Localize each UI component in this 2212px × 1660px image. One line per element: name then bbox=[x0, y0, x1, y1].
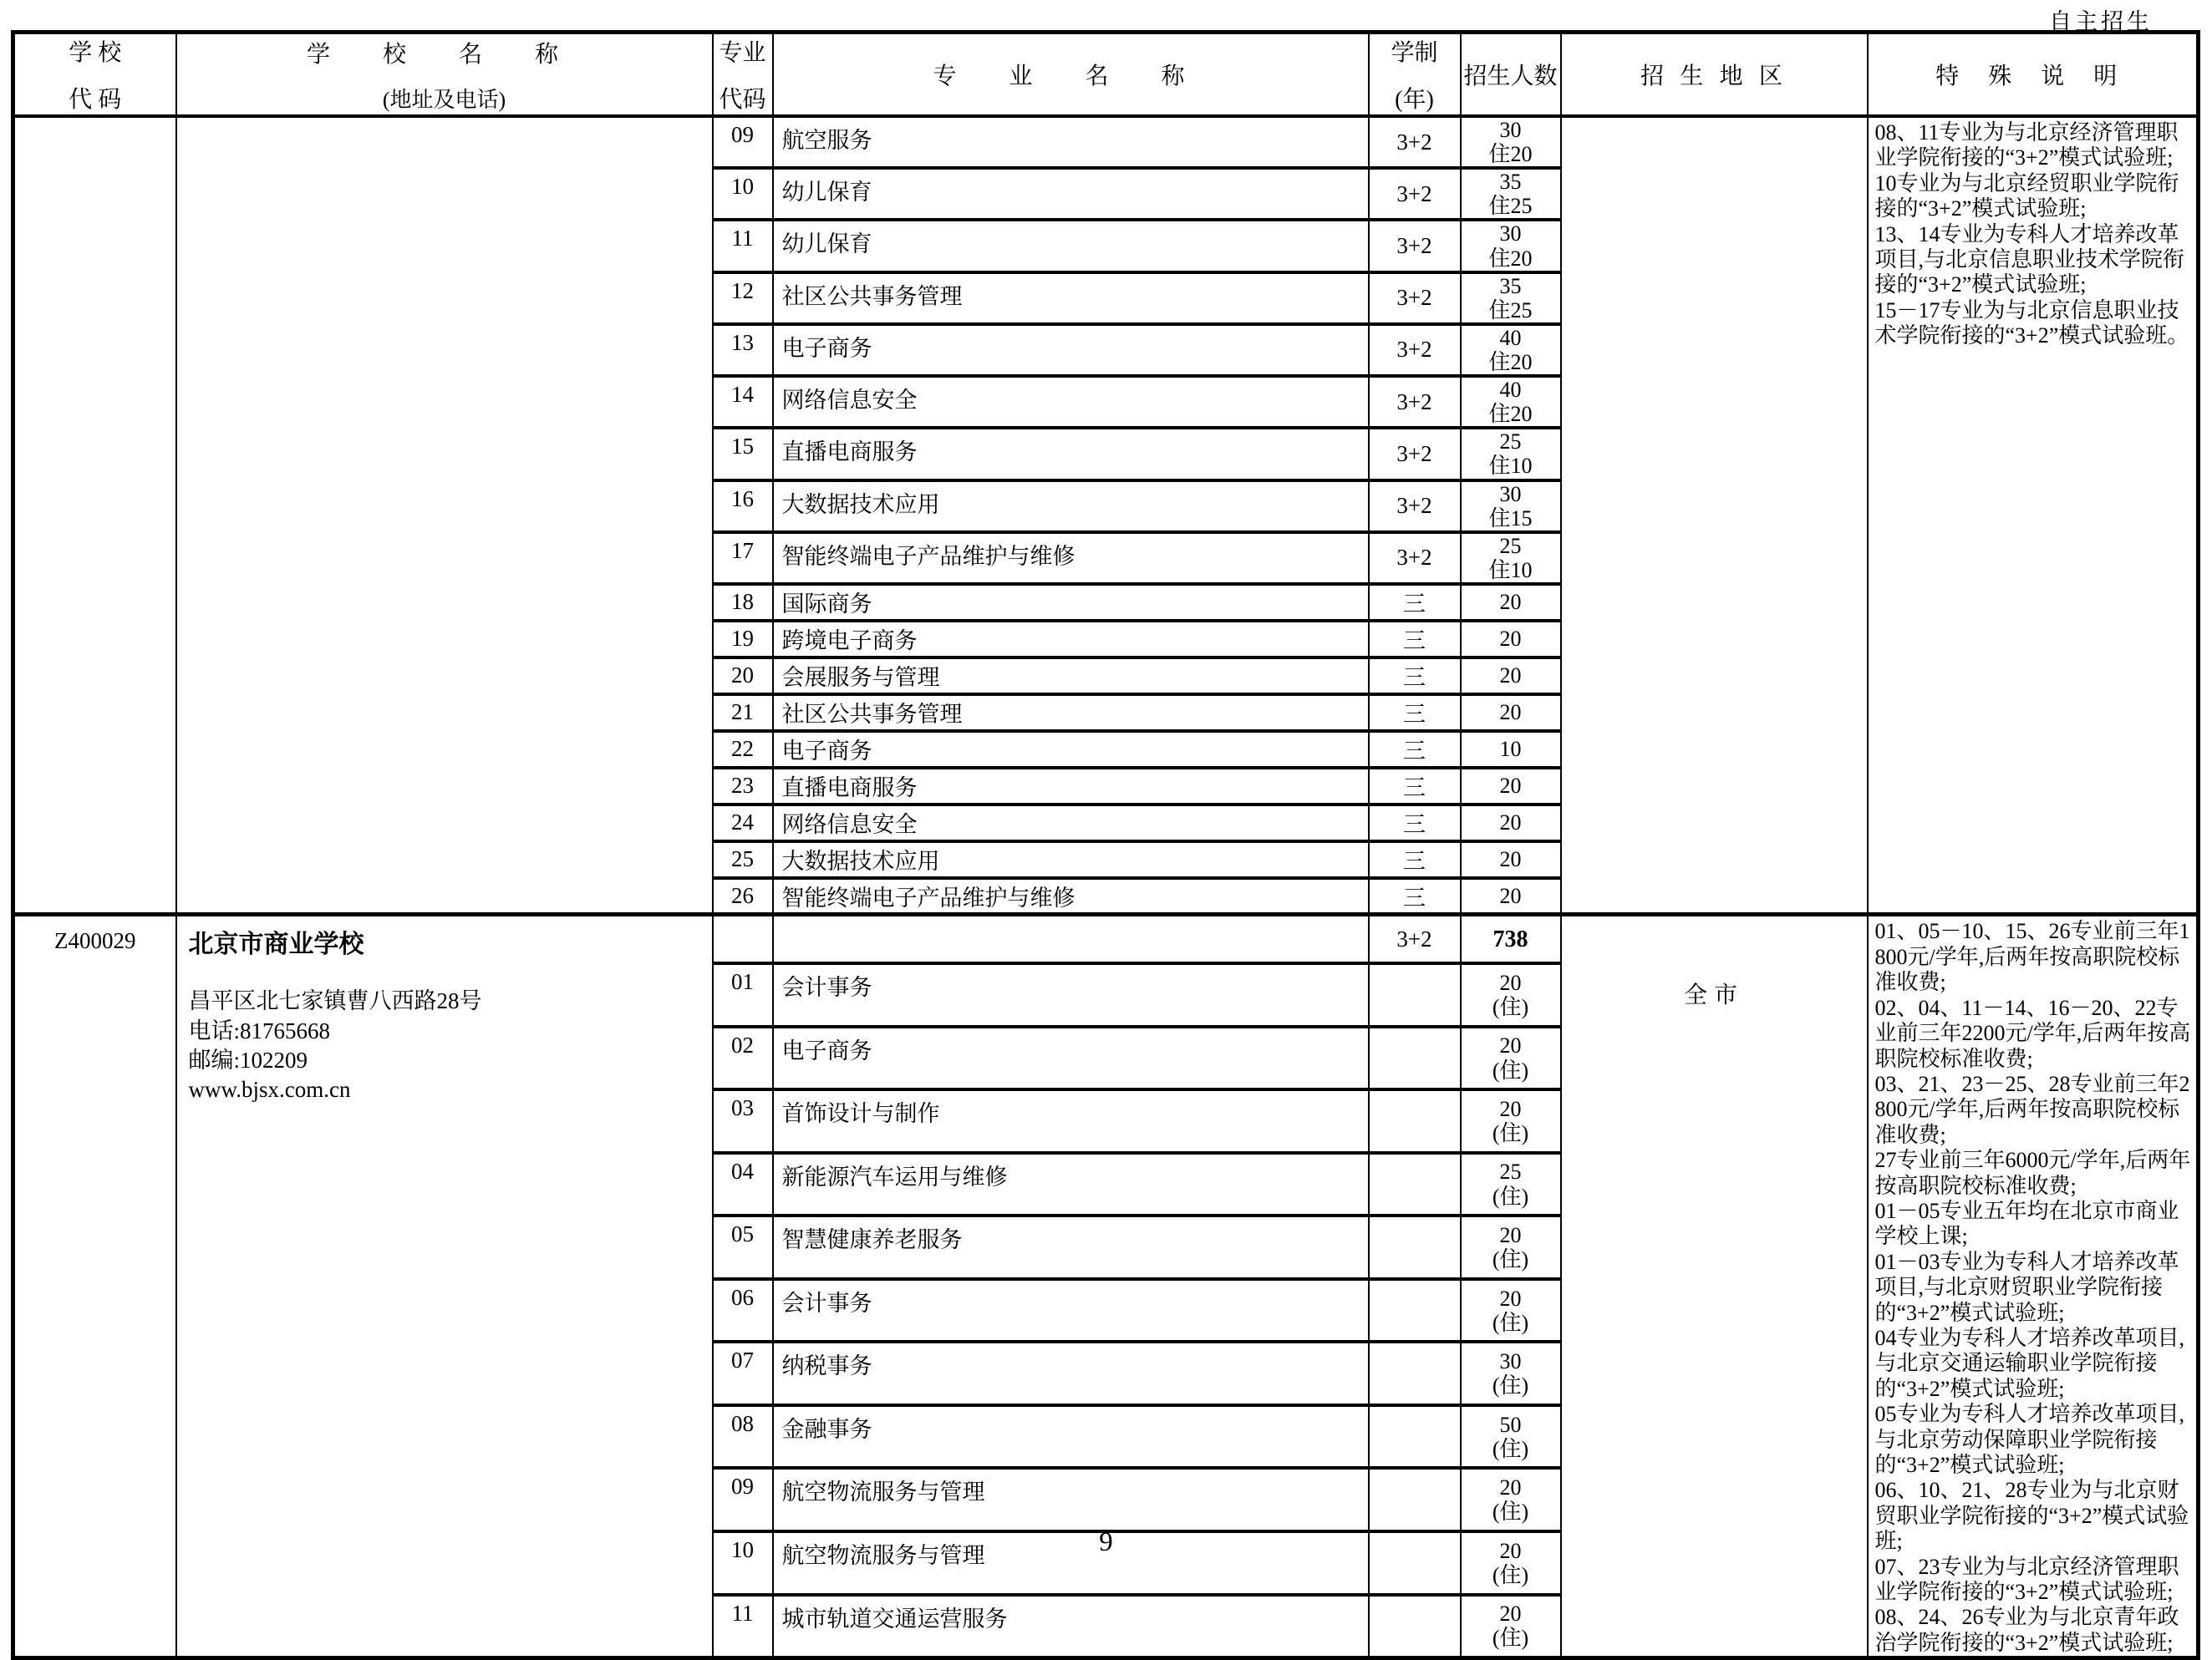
enrollment-cell bbox=[1461, 731, 1561, 768]
study-years-cell: 3+2 bbox=[1369, 376, 1461, 428]
enrollment-cell bbox=[1461, 428, 1561, 480]
major-code-cell: 13 bbox=[713, 324, 773, 376]
header-school-name bbox=[176, 33, 713, 117]
enrollment-count: 25 bbox=[1499, 533, 1522, 558]
enrollment-cell bbox=[1461, 694, 1561, 731]
enrollment-count: 30 bbox=[1499, 481, 1522, 506]
header-study-years-line2: (年) bbox=[1395, 87, 1434, 113]
major-code-cell: 22 bbox=[713, 731, 773, 768]
major-name-cell: 幼儿保育 bbox=[773, 220, 1369, 272]
major-name-cell: 航空服务 bbox=[773, 116, 1369, 168]
header-school-code-line2: 代 码 bbox=[69, 87, 122, 113]
enrollment-cell bbox=[1461, 376, 1561, 428]
study-years-cell bbox=[1369, 963, 1461, 1027]
study-years-cell: 三 bbox=[1369, 731, 1461, 768]
enrollment-count: 30 bbox=[1499, 221, 1522, 246]
enrollment-cell bbox=[1461, 621, 1561, 657]
study-years-cell: 3+2 bbox=[1369, 168, 1461, 220]
study-years-cell bbox=[1369, 1595, 1461, 1658]
enrollment-count: 30 bbox=[1499, 118, 1522, 142]
major-code-cell: 10 bbox=[713, 1531, 773, 1595]
header-major-code-line2: 代码 bbox=[719, 87, 766, 113]
enrollment-boarding: (住) bbox=[1492, 1310, 1529, 1335]
study-years-cell: 三 bbox=[1369, 694, 1461, 731]
enrollment-count: 40 bbox=[1499, 378, 1522, 403]
study-years-cell: 3+2 bbox=[1369, 220, 1461, 272]
note-line: 01－03专业为专科人才培养改革项目,与北京财贸职业学院衔接的“3+2”模式试验班; bbox=[1874, 1249, 2179, 1325]
enrollment-boarding: 住20 bbox=[1488, 142, 1533, 167]
note-line: 02、04、11－14、16－20、22专业前三年2200元/学年,后两年按高职院校标准收费; bbox=[1874, 995, 2191, 1071]
enrollment-count: 20 bbox=[1499, 663, 1522, 688]
enrollment-count: 20 bbox=[1499, 1096, 1522, 1121]
enrollment-cell bbox=[1461, 584, 1561, 621]
major-name-cell: 航空物流服务与管理 bbox=[773, 1468, 1369, 1531]
enrollment-count: 35 bbox=[1499, 273, 1522, 298]
major-name-cell: 国际商务 bbox=[773, 584, 1369, 621]
major-name-cell: 智能终端电子产品维护与维修 bbox=[773, 532, 1369, 584]
enrollment-boarding: (住) bbox=[1492, 1373, 1529, 1399]
study-years-cell bbox=[1369, 1089, 1461, 1153]
major-code-cell: 02 bbox=[713, 1027, 773, 1090]
study-years-cell bbox=[1369, 1216, 1461, 1279]
enrollment-cell bbox=[1461, 657, 1561, 694]
enrollment-count: 40 bbox=[1499, 325, 1522, 350]
notes-cell bbox=[1868, 116, 2199, 915]
major-code-cell bbox=[713, 915, 773, 963]
header-school-name-line2: (地址及电话) bbox=[382, 87, 506, 112]
study-years-cell bbox=[1369, 1468, 1461, 1531]
major-name-cell: 直播电商服务 bbox=[773, 768, 1369, 805]
note-line: 03、21、23－25、28专业前三年2800元/学年,后两年按高职院校标准收费; bbox=[1874, 1071, 2190, 1147]
major-code-cell: 03 bbox=[713, 1089, 773, 1153]
enrollment-count: 20 bbox=[1499, 1033, 1522, 1058]
note-line: 13、14专业为专科人才培养改革项目,与北京信息职业技术学院衔接的“3+2”模式试验班; bbox=[1874, 221, 2185, 297]
header-enrollment-line1: 招生人数 bbox=[1463, 63, 1558, 89]
enrollment-cell bbox=[1461, 220, 1561, 272]
enrollment-count: 50 bbox=[1499, 1412, 1522, 1437]
major-code-cell: 16 bbox=[713, 480, 773, 532]
header-study-years bbox=[1369, 33, 1461, 117]
table-body bbox=[13, 116, 2199, 1658]
major-code-cell: 21 bbox=[713, 694, 773, 731]
enrollment-cell bbox=[1461, 532, 1561, 584]
enrollment-cell bbox=[1461, 480, 1561, 532]
enrollment-cell bbox=[1461, 805, 1561, 841]
major-name-cell: 会计事务 bbox=[773, 1279, 1369, 1343]
enrollment-cell bbox=[1461, 1279, 1561, 1343]
page-number: 9 bbox=[1099, 1527, 1113, 1557]
enrollment-boarding: (住) bbox=[1492, 1436, 1529, 1461]
enrollment-boarding: 住25 bbox=[1488, 297, 1533, 322]
admissions-table bbox=[11, 30, 2200, 1660]
study-years-cell: 3+2 bbox=[1369, 324, 1461, 376]
major-name-cell: 城市轨道交通运营服务 bbox=[773, 1595, 1369, 1658]
study-years-cell: 3+2 bbox=[1369, 480, 1461, 532]
major-name-cell: 会计事务 bbox=[773, 963, 1369, 1027]
study-years-cell: 3+2 bbox=[1369, 428, 1461, 480]
enrollment-boarding: 住20 bbox=[1488, 402, 1533, 427]
enrollment-count: 25 bbox=[1499, 429, 1522, 454]
major-code-cell: 12 bbox=[713, 272, 773, 324]
note-line: 08、11专业为与北京经济管理职业学院衔接的“3+2”模式试验班; bbox=[1874, 120, 2179, 170]
enrollment-cell bbox=[1461, 1595, 1561, 1658]
table-header bbox=[13, 33, 2199, 117]
enrollment-boarding: (住) bbox=[1492, 995, 1529, 1019]
enrollment-count: 20 bbox=[1499, 1475, 1522, 1500]
study-years-cell: 三 bbox=[1369, 621, 1461, 657]
enrollment-count: 20 bbox=[1499, 700, 1522, 725]
major-code-cell: 10 bbox=[713, 168, 773, 220]
major-code-cell: 09 bbox=[713, 116, 773, 168]
header-major-code bbox=[713, 33, 773, 117]
enrollment-cell bbox=[1461, 1216, 1561, 1279]
major-code-cell: 11 bbox=[713, 220, 773, 272]
enrollment-count: 20 bbox=[1499, 590, 1522, 615]
major-code-cell: 17 bbox=[713, 532, 773, 584]
major-name-cell: 大数据技术应用 bbox=[773, 841, 1369, 878]
school-name: 北京市商业学校 bbox=[188, 931, 364, 959]
school-website: www.bjsx.com.cn bbox=[188, 1076, 351, 1102]
header-school-name-line1: 学 校 名 称 bbox=[306, 41, 582, 68]
table-row bbox=[13, 116, 2199, 168]
school-postal: 邮编:102209 bbox=[188, 1047, 308, 1073]
major-code-cell: 04 bbox=[713, 1153, 773, 1216]
enrollment-boarding: (住) bbox=[1492, 1562, 1529, 1587]
study-years-cell: 3+2 bbox=[1369, 116, 1461, 168]
enrollment-cell bbox=[1461, 1468, 1561, 1531]
major-name-cell: 航空物流服务与管理 bbox=[773, 1531, 1369, 1595]
major-name-cell bbox=[773, 915, 1369, 963]
school-address: 昌平区北七家镇曹八西路28号 bbox=[188, 988, 482, 1014]
major-code-cell: 14 bbox=[713, 376, 773, 428]
school-phone: 电话:81765668 bbox=[188, 1018, 331, 1043]
study-years-cell: 三 bbox=[1369, 878, 1461, 915]
study-years-cell bbox=[1369, 1405, 1461, 1469]
school-code-cell: Z400029 bbox=[13, 915, 176, 1658]
major-code-cell: 26 bbox=[713, 878, 773, 915]
table-row bbox=[13, 915, 2199, 963]
major-name-cell: 大数据技术应用 bbox=[773, 480, 1369, 532]
header-region bbox=[1561, 33, 1868, 117]
study-years-cell: 三 bbox=[1369, 584, 1461, 621]
region-cell bbox=[1561, 116, 1868, 915]
header-region-line1: 招 生 地 区 bbox=[1640, 63, 1788, 89]
major-code-cell: 23 bbox=[713, 768, 773, 805]
note-line: 07、23专业为与北京经济管理职业学院衔接的“3+2”模式试验班; bbox=[1874, 1554, 2179, 1605]
major-code-cell: 19 bbox=[713, 621, 773, 657]
enrollment-count: 20 bbox=[1499, 847, 1522, 872]
major-code-cell: 05 bbox=[713, 1216, 773, 1279]
major-code-cell: 01 bbox=[713, 963, 773, 1027]
enrollment-count: 10 bbox=[1499, 737, 1522, 762]
major-name-cell: 社区公共事务管理 bbox=[773, 694, 1369, 731]
major-code-cell: 07 bbox=[713, 1342, 773, 1405]
header-study-years-line1: 学制 bbox=[1391, 40, 1438, 66]
major-code-cell: 20 bbox=[713, 657, 773, 694]
major-code-cell: 15 bbox=[713, 428, 773, 480]
header-major-name bbox=[773, 33, 1369, 117]
enrollment-cell bbox=[1461, 324, 1561, 376]
enrollment-count: 20 bbox=[1499, 1538, 1522, 1563]
enrollment-count: 20 bbox=[1499, 884, 1522, 909]
enrollment-boarding: (住) bbox=[1492, 1626, 1529, 1651]
major-code-cell: 08 bbox=[713, 1405, 773, 1469]
header-enrollment bbox=[1461, 33, 1561, 117]
enrollment-cell bbox=[1461, 963, 1561, 1027]
enrollment-count: 20 bbox=[1499, 1286, 1522, 1311]
major-name-cell: 电子商务 bbox=[773, 324, 1369, 376]
school-code-cell bbox=[13, 116, 176, 915]
major-name-cell: 纳税事务 bbox=[773, 1342, 1369, 1405]
study-years-cell: 三 bbox=[1369, 657, 1461, 694]
major-name-cell: 首饰设计与制作 bbox=[773, 1089, 1369, 1153]
header-school-code bbox=[13, 33, 176, 117]
enrollment-count: 20 bbox=[1499, 627, 1522, 652]
study-years-cell: 3+2 bbox=[1369, 915, 1461, 963]
enrollment-boarding: 住20 bbox=[1488, 246, 1533, 271]
major-name-cell: 电子商务 bbox=[773, 731, 1369, 768]
enrollment-boarding: 住25 bbox=[1488, 194, 1533, 219]
enrollment-count: 20 bbox=[1499, 774, 1522, 799]
study-years-cell bbox=[1369, 1279, 1461, 1343]
major-name-cell: 新能源汽车运用与维修 bbox=[773, 1153, 1369, 1216]
enrollment-boarding: 住20 bbox=[1488, 349, 1533, 374]
enrollment-boarding: (住) bbox=[1492, 1121, 1529, 1146]
study-years-cell bbox=[1369, 1027, 1461, 1090]
study-years-cell: 三 bbox=[1369, 805, 1461, 841]
enrollment-cell bbox=[1461, 1089, 1561, 1153]
enrollment-cell bbox=[1461, 841, 1561, 878]
enrollment-cell bbox=[1461, 272, 1561, 324]
school-info-cell bbox=[176, 116, 713, 915]
major-name-cell: 金融事务 bbox=[773, 1405, 1369, 1469]
header-notes bbox=[1868, 33, 2199, 117]
header-major-name-line1: 专 业 名 称 bbox=[933, 63, 1208, 89]
enrollment-count: 738 bbox=[1492, 926, 1528, 952]
note-line: 06、10、21、28专业为与北京财贸职业学院衔接的“3+2”模式试验班; bbox=[1874, 1478, 2189, 1554]
header-major-code-line1: 专业 bbox=[719, 40, 766, 66]
enrollment-cell bbox=[1461, 1405, 1561, 1469]
major-name-cell: 智慧健康养老服务 bbox=[773, 1216, 1369, 1279]
major-name-cell: 社区公共事务管理 bbox=[773, 272, 1369, 324]
major-name-cell: 跨境电子商务 bbox=[773, 621, 1369, 657]
enrollment-cell bbox=[1461, 1153, 1561, 1216]
enrollment-boarding: 住15 bbox=[1488, 505, 1533, 530]
enrollment-cell bbox=[1461, 915, 1561, 963]
enrollment-boarding: 住10 bbox=[1488, 557, 1533, 582]
enrollment-count: 35 bbox=[1499, 170, 1522, 195]
study-years-cell: 三 bbox=[1369, 841, 1461, 878]
header-notes-line1: 特 殊 说 明 bbox=[1935, 63, 2129, 89]
enrollment-count: 20 bbox=[1499, 1602, 1522, 1627]
region-cell: 全市 bbox=[1561, 915, 1868, 1658]
major-code-cell: 24 bbox=[713, 805, 773, 841]
enrollment-cell bbox=[1461, 168, 1561, 220]
enrollment-count: 20 bbox=[1499, 1223, 1522, 1248]
enrollment-cell bbox=[1461, 1342, 1561, 1405]
enrollment-count: 25 bbox=[1499, 1160, 1522, 1185]
note-line: 10专业为与北京经贸职业学院衔接的“3+2”模式试验班; bbox=[1874, 170, 2179, 221]
major-name-cell: 网络信息安全 bbox=[773, 805, 1369, 841]
study-years-cell: 3+2 bbox=[1369, 532, 1461, 584]
header-row bbox=[13, 33, 2199, 117]
major-name-cell: 幼儿保育 bbox=[773, 168, 1369, 220]
major-code-cell: 18 bbox=[713, 584, 773, 621]
enrollment-cell bbox=[1461, 116, 1561, 168]
note-line: 05专业为专科人才培养改革项目,与北京劳动保障职业学院衔接的“3+2”模式试验班; bbox=[1874, 1402, 2185, 1477]
note-line: 04专业为专科人才培养改革项目,与北京交通运输职业学院衔接的“3+2”模式试验班; bbox=[1874, 1325, 2185, 1401]
study-years-cell: 三 bbox=[1369, 768, 1461, 805]
note-line: 01、05－10、15、26专业前三年1800元/学年,后两年按高职院校标准收费; bbox=[1874, 919, 2190, 995]
enrollment-count: 30 bbox=[1499, 1349, 1522, 1374]
major-name-cell: 电子商务 bbox=[773, 1027, 1369, 1090]
enrollment-boarding: (住) bbox=[1492, 1247, 1529, 1272]
note-line: 01－05专业五年均在北京市商业学校上课; bbox=[1874, 1198, 2179, 1249]
major-name-cell: 网络信息安全 bbox=[773, 376, 1369, 428]
note-line: 15－17专业为与北京信息职业技术学院衔接的“3+2”模式试验班。 bbox=[1874, 297, 2189, 348]
major-code-cell: 09 bbox=[713, 1468, 773, 1531]
enrollment-cell bbox=[1461, 768, 1561, 805]
enrollment-boarding: (住) bbox=[1492, 1184, 1529, 1209]
major-name-cell: 智能终端电子产品维护与维修 bbox=[773, 878, 1369, 915]
study-years-cell: 3+2 bbox=[1369, 272, 1461, 324]
major-code-cell: 06 bbox=[713, 1279, 773, 1343]
enrollment-count: 20 bbox=[1499, 810, 1522, 835]
enrollment-cell bbox=[1461, 1027, 1561, 1090]
enrollment-cell bbox=[1461, 878, 1561, 915]
note-line: 27专业前三年6000元/学年,后两年按高职院校标准收费; bbox=[1874, 1148, 2191, 1198]
note-line: 08、24、26专业为与北京青年政治学院衔接的“3+2”模式试验班; bbox=[1874, 1605, 2179, 1655]
enrollment-boarding: (住) bbox=[1492, 1058, 1529, 1083]
major-name-cell: 直播电商服务 bbox=[773, 428, 1369, 480]
major-name-cell: 会展服务与管理 bbox=[773, 657, 1369, 694]
enrollment-boarding: (住) bbox=[1492, 1500, 1529, 1525]
study-years-cell bbox=[1369, 1342, 1461, 1405]
enrollment-boarding: 住10 bbox=[1488, 454, 1533, 479]
major-code-cell: 11 bbox=[713, 1595, 773, 1658]
study-years-cell bbox=[1369, 1153, 1461, 1216]
header-school-code-line1: 学 校 bbox=[69, 40, 122, 66]
enrollment-count: 20 bbox=[1499, 970, 1522, 995]
major-code-cell: 25 bbox=[713, 841, 773, 878]
corner-label: 自主招生 bbox=[2049, 9, 2153, 34]
